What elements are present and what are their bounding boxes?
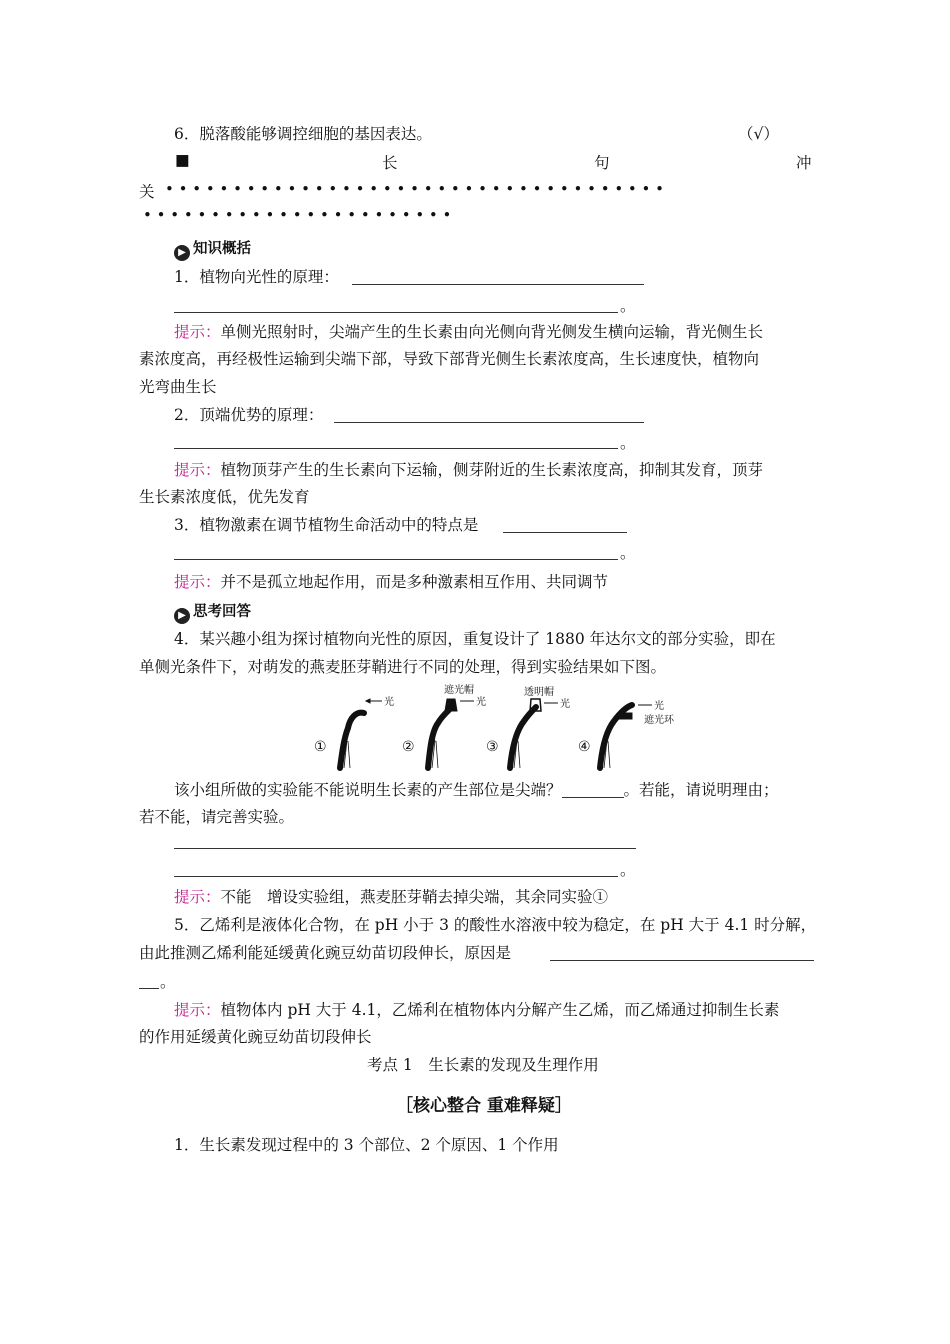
section-knowledge-heading [174, 237, 251, 261]
answer-blank [174, 848, 636, 849]
light-label-4: 光 [654, 701, 664, 712]
question-6: 6．脱落酸能够调控细胞的基因表达。 [174, 125, 432, 143]
core-integration-banner [396, 1091, 572, 1116]
opaque-cap-label: 遮光帽 [444, 685, 474, 696]
hint-label: 提示： [174, 323, 221, 341]
item-5-line-2: 由此推测乙烯利能延缓黄化豌豆幼苗切段伸长，原因是 [139, 944, 512, 962]
coleoptile-1 [340, 713, 364, 768]
long-sentence-char-1: 长 [382, 154, 398, 172]
answer-blank [503, 532, 627, 533]
answer-blank [174, 876, 618, 877]
long-sentence-char-2: 句 [594, 154, 610, 172]
hint-label: 提示： [174, 461, 221, 479]
answer-blank [562, 782, 624, 799]
item-4-question-line-1: 该小组所做的实验能不能说明生长素的产生部位是尖端？ 。若能，请说明理由； [174, 781, 779, 799]
ring-label: 遮光环 [644, 715, 674, 726]
figure-label-4: ④ [578, 739, 591, 755]
item-5-hint-line-2: 的作用延缓黄化豌豆幼苗切段伸长 [139, 1028, 372, 1046]
figure-label-1: ① [314, 739, 327, 755]
item-4-hint-line-1: 提示：不能 增设实验组，燕麦胚芽鞘去掉尖端，其余同实验① [174, 888, 609, 906]
answer-blank [139, 988, 159, 989]
play-icon: ▶ [174, 245, 190, 261]
opaque-cap [445, 699, 457, 711]
answer-blank [174, 559, 618, 560]
answer-blank [550, 960, 814, 961]
section-think-heading [174, 600, 251, 624]
section-think-title: 思考回答 [193, 604, 251, 620]
hint-label: 提示： [174, 573, 221, 591]
item-3-end: 。 [620, 544, 636, 562]
hint-label: 提示： [174, 888, 221, 906]
banner-text: 核心整合 重难释疑 [413, 1096, 555, 1116]
long-sentence-char-3: 冲 [796, 154, 812, 172]
item-2-end: 。 [620, 434, 636, 452]
item-2-hint-line-2: 生长素浓度低，优先发育 [139, 488, 310, 506]
coleoptile-2 [428, 707, 452, 768]
item-5-hint-line-1: 提示：植物体内 pH 大于 4.1，乙烯利在植物体内分解产生乙烯，而乙烯通过抑制生长素 [174, 1001, 780, 1019]
light-label-1: 光 [384, 697, 394, 708]
answer-blank [334, 422, 644, 423]
item-1-hint-line-1: 提示：单侧光照射时，尖端产生的生长素由向光侧向背光侧发生横向运输，背光侧生长 [174, 323, 764, 341]
item-4-question-line-2: 若不能，请完善实验。 [139, 808, 295, 826]
answer-blank [352, 284, 644, 285]
item-1-hint-line-3: 光弯曲生长 [139, 378, 217, 396]
item-2-hint-line-1: 提示：植物顶芽产生的生长素向下运输，侧芽附近的生长素浓度高，抑制其发育，顶芽 [174, 461, 764, 479]
long-sentence-marker: ■ [175, 151, 190, 169]
item-final: 1．生长素发现过程中的 3 个部位、2 个原因、1 个作用 [174, 1136, 559, 1154]
light-label-2: 光 [476, 697, 486, 708]
item-2-question: 2．顶端优势的原理： [174, 406, 324, 424]
figure-label-3: ③ [486, 739, 499, 755]
figure-label-2: ② [402, 739, 415, 755]
item-3-hint-line-1: 提示：并不是孤立地起作用，而是多种激素相互作用、共同调节 [174, 573, 609, 591]
dot-leader-2: • • • • • • • • • • • • • • • • • • • • • • • [143, 206, 452, 224]
item-4-end: 。 [620, 861, 636, 879]
clear-cap-label: 透明帽 [524, 687, 554, 698]
hint-label: 提示： [174, 1001, 221, 1019]
item-1-hint-line-2: 素浓度高，再经极性运输到尖端下部，导致下部背光侧生长素浓度高，生长速度快，植物向 [139, 350, 760, 368]
item-5-end: 。 [160, 973, 176, 991]
item-4-line-1: 4．某兴趣小组为探讨植物向光性的原因，重复设计了 1880 年达尔文的部分实验，即在 [174, 630, 776, 648]
item-3-question: 3．植物激素在调节植物生命活动中的特点是 [174, 516, 479, 534]
section-knowledge-title: 知识概括 [193, 241, 251, 257]
answer-blank [174, 312, 618, 313]
item-4-line-2: 单侧光条件下，对萌发的燕麦胚芽鞘进行不同的处理，得到实验结果如下图。 [139, 658, 667, 676]
play-icon: ▶ [174, 608, 190, 624]
coleoptile-3 [510, 707, 536, 768]
arrow-head [366, 699, 370, 703]
item-5-line-1: 5．乙烯利是液体化合物，在 pH 小于 3 的酸性水溶液中较为稳定，在 pH 大于 4.1 时分解， [174, 916, 817, 934]
banner-bracket-right: ］ [554, 1096, 572, 1116]
kaodian-title: 考点 1 生长素的发现及生理作用 [367, 1056, 599, 1074]
answer-blank [174, 448, 618, 449]
item-1-question: 1．植物向光性的原理： [174, 268, 339, 286]
banner-bracket-left: ［ [396, 1096, 413, 1116]
long-sentence-char-4: 关 [139, 183, 155, 201]
question-6-answer: （√） [738, 125, 779, 143]
item-1-end: 。 [620, 297, 636, 315]
opaque-ring [618, 713, 632, 719]
light-label-3: 光 [560, 699, 570, 710]
coleoptile-figure [300, 683, 690, 773]
dot-leader-1: • • • • • • • • • • • • • • • • • • • • • • • • • • • • • • • • • • • • • [165, 180, 665, 198]
